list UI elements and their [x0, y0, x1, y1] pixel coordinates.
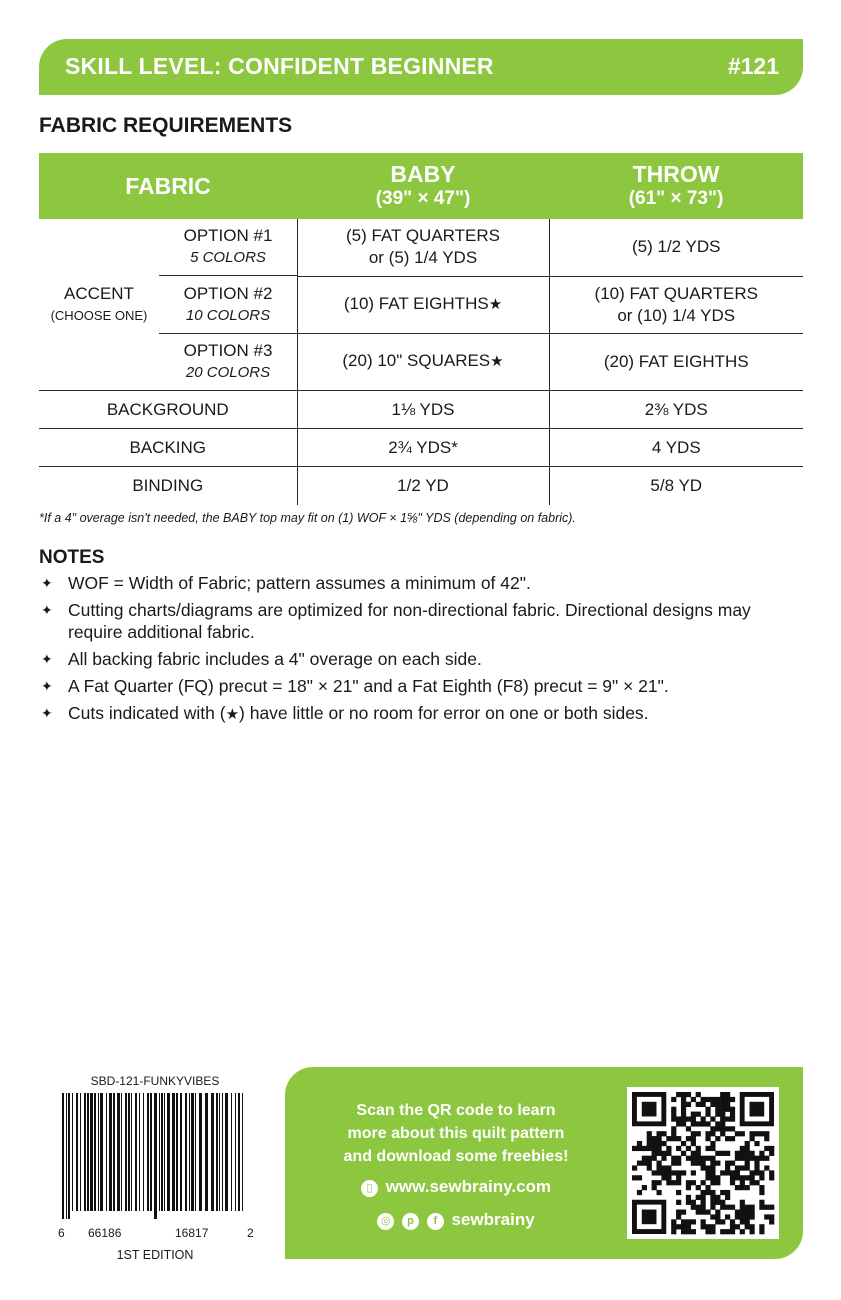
option-1-sub: 5 COLORS: [190, 249, 266, 266]
option-2-sub: 10 COLORS: [185, 306, 271, 324]
fabric-requirements-title: FABRIC REQUIREMENTS: [39, 114, 293, 137]
option-3-baby: [297, 333, 549, 390]
note-text: WOF = Width of Fabric; pattern assumes a minimum of 42".: [68, 573, 531, 593]
star-icon: ★: [225, 706, 240, 723]
instagram-icon[interactable]: ◎: [377, 1213, 394, 1230]
header-throw-size: (61" × 73"): [628, 187, 724, 209]
accent-label: ACCENT: [64, 283, 134, 303]
facebook-icon[interactable]: f: [427, 1213, 444, 1230]
option-3-sub: 20 COLORS: [185, 364, 271, 381]
website-link[interactable]: www.sewbrainy.com: [385, 1177, 552, 1196]
star-icon: ★: [490, 353, 504, 371]
footnote: *If a 4" overage isn't needed, the BABY top may fit on (1) WOF × 1⅝" YDS (depending on fabric).: [39, 511, 576, 525]
option-3-throw-line1: (20) FAT EIGHTHS: [603, 351, 749, 371]
header-throw: [549, 153, 803, 219]
sparkle-bullet-icon: ✦: [41, 602, 53, 618]
option-2-baby-line1: (10) FAT EIGHTHS: [343, 294, 489, 314]
header-throw-label: THROW: [632, 160, 720, 187]
website-row[interactable]: [305, 1177, 607, 1197]
background-baby: 1⅛ YDS: [297, 391, 549, 429]
header-baby-size: (39" × 47"): [375, 187, 471, 209]
barcode: [60, 1093, 250, 1219]
background-label: BACKGROUND: [39, 391, 297, 429]
note-text: Cutting charts/diagrams are optimized for non-directional fabric. Directional designs may require additional fabric.: [68, 600, 751, 642]
option-2-cell: [159, 276, 297, 334]
header-fabric: FABRIC: [39, 153, 297, 219]
list-item: [39, 572, 799, 594]
notes-list: [39, 572, 799, 731]
fabric-table: [39, 153, 803, 505]
option-3-baby-line1: (20) 10" SQUARES: [342, 351, 491, 371]
header-baby-label: BABY: [390, 160, 456, 187]
barcode-digit-right: 2: [247, 1226, 254, 1240]
option-2-throw-line1: (10) FAT QUARTERS: [594, 283, 758, 303]
option-1-baby-line1: (5) FAT QUARTERS: [346, 226, 500, 246]
social-handle: sewbrainy: [451, 1210, 535, 1229]
barcode-digit-left: 6: [58, 1226, 65, 1240]
list-item: [39, 702, 799, 726]
pattern-number: #121: [727, 53, 779, 79]
table-row: [39, 391, 803, 429]
backing-throw: 4 YDS: [549, 429, 803, 467]
accent-subtable: [39, 219, 297, 390]
accent-label-cell: [39, 219, 159, 390]
option-1-baby: [297, 219, 549, 276]
list-item: [39, 648, 799, 670]
qr-line-3: and download some freebies!: [343, 1148, 569, 1165]
binding-throw: 5/8 YD: [650, 475, 703, 495]
option-1-cell: [159, 219, 297, 276]
option-3-throw: [549, 333, 803, 390]
option-3-cell: [159, 334, 297, 391]
note-text: A Fat Quarter (FQ) precut = 18" × 21" and a Fat Eighth (F8) precut = 9" × 21".: [68, 676, 669, 696]
notes-title: NOTES: [39, 547, 105, 568]
option-2-throw-line2: or (10) 1/4 YDS: [617, 305, 736, 325]
option-2-baby: [297, 276, 549, 333]
skill-level: SKILL LEVEL: CONFIDENT BEGINNER: [65, 53, 494, 79]
accent-sub: (CHOOSE ONE): [50, 307, 148, 323]
list-item: [39, 599, 799, 643]
table-row: [39, 429, 803, 467]
backing-label: BACKING: [39, 429, 297, 467]
sparkle-bullet-icon: ✦: [41, 678, 53, 694]
binding-label: BINDING: [39, 467, 297, 505]
barcode-digits-group1: 66186: [88, 1226, 122, 1240]
option-3-label: OPTION #3: [183, 341, 273, 360]
header-baby: [297, 153, 549, 219]
phone-icon: ▯: [361, 1180, 378, 1197]
table-header-row: [39, 153, 803, 219]
sparkle-bullet-icon: ✦: [41, 651, 53, 667]
sparkle-bullet-icon: ✦: [41, 705, 53, 721]
sparkle-bullet-icon: ✦: [41, 575, 53, 591]
qr-code: [627, 1087, 779, 1239]
qr-description: [305, 1099, 607, 1168]
option-1-baby-line2: or (5) 1/4 YDS: [368, 248, 478, 268]
background-throw: 2⅜ YDS: [549, 391, 803, 429]
accent-cell: [39, 219, 297, 391]
qr-line-2: more about this quilt pattern: [347, 1125, 565, 1142]
barcode-digits-group2: 16817: [175, 1226, 209, 1240]
skill-banner: [39, 39, 803, 95]
edition-label: 1ST EDITION: [116, 1248, 194, 1262]
table-row: [39, 219, 803, 276]
option-1-label: OPTION #1: [183, 226, 273, 245]
option-1-throw: [549, 219, 803, 276]
option-2-label: OPTION #2: [183, 283, 273, 303]
option-2-throw: [549, 276, 803, 333]
option-1-throw-line1: (5) 1/2 YDS: [631, 237, 721, 257]
note-text: All backing fabric includes a 4" overage on each side.: [68, 649, 482, 669]
pinterest-icon[interactable]: p: [402, 1213, 419, 1230]
social-row[interactable]: [305, 1210, 607, 1230]
backing-baby: 2¾ YDS*: [297, 429, 549, 467]
note-text: ) have little or no room for error on one or both sides.: [239, 703, 649, 723]
list-item: [39, 675, 799, 697]
note-text: Cuts indicated with (: [68, 703, 226, 723]
binding-baby: 1/2 YD: [297, 467, 549, 505]
qr-line-1: Scan the QR code to learn: [356, 1102, 556, 1119]
table-row: [39, 467, 803, 505]
qr-panel: [285, 1067, 803, 1259]
sku-label: SBD-121-FUNKYVIBES: [90, 1074, 220, 1088]
star-icon: ★: [488, 296, 503, 314]
